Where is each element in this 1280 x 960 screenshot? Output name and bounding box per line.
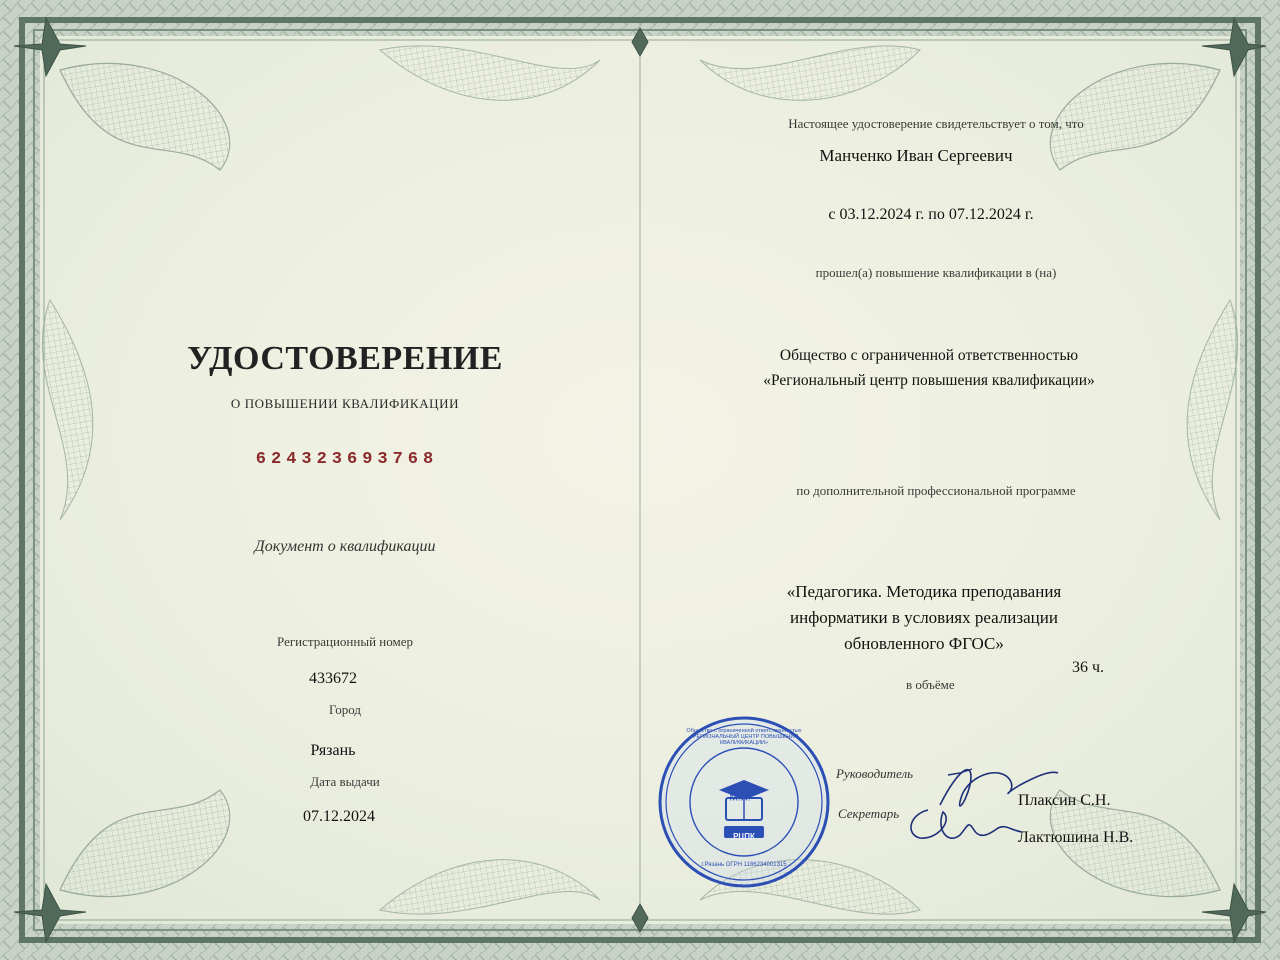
secretary-signature [898,790,1028,870]
issue-date: 07.12.2024 [303,808,375,825]
training-period: с 03.12.2024 г. по 07.12.2024 г. [828,206,1034,223]
organization-line-1: Общество с ограниченной ответственностью [779,347,1079,364]
program-label: по дополнительной профессиональной программе [796,483,1076,498]
program-line-2: информатики в условиях реализации [790,608,1058,627]
volume-label: в объёме [906,677,955,692]
certificate-subtitle: О ПОВЫШЕНИИ КВАЛИФИКАЦИИ [230,396,460,411]
stamp-abbr: РЦПК [733,832,755,841]
reg-number: 433672 [309,670,357,687]
organization-line-2: «Региональный центр повышения квалификации» [763,372,1095,389]
passed-text: прошел(а) повышение квалификации в (на) [815,265,1057,280]
program-line-3: обновленного ФГОС» [844,634,1004,653]
official-stamp [656,714,832,890]
stamp-bottom-text: г.Рязань ОГРН 1186234001315 [701,862,787,868]
reg-number-label: Регистрационный номер [277,634,413,649]
head-name: Плаксин С.Н. [1018,792,1111,809]
issue-date-label: Дата выдачи [310,774,380,789]
certificate-title: УДОСТОВЕРЕНИЕ [187,340,503,377]
program-hours: 36 ч. [1072,659,1105,676]
program-line-1: «Педагогика. Методика преподавания [786,582,1062,601]
city: Рязань [310,742,356,759]
secretary-label: Секретарь [838,806,900,821]
stamp-outer-text: Общество с ограниченной ответственностью «РЕГИОНАЛЬНЫЙ ЦЕНТР ПОВЫШЕНИЯ КВАЛИФИКАЦИИ» [686,728,802,746]
stamp-mp: М.П. [729,792,751,804]
head-label: Руководитель [836,766,914,781]
holder-name: Манченко Иван Сергеевич [819,146,1013,165]
serial-number: 624323693768 [255,450,439,469]
secretary-name: Лактюшина Н.В. [1018,829,1134,846]
city-label: Город [328,702,362,717]
intro-text: Настоящее удостоверение свидетельствует о том, что [788,116,1084,131]
document-type: Документ о квалификации [254,538,436,555]
